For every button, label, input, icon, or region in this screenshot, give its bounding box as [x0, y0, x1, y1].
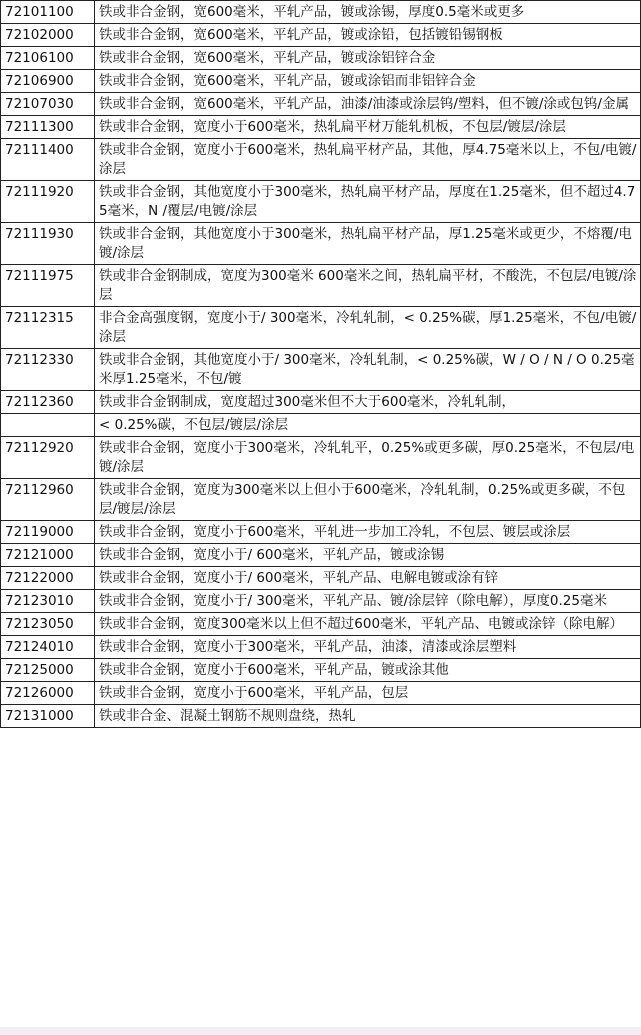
hs-code-cell: 72102000	[1, 24, 95, 47]
hs-code-cell: 72111300	[1, 116, 95, 139]
description-cell: 铁或非合金钢，宽度300毫米以上但不超过600毫米，平轧产品、电镀或涂锌（除电解）	[95, 613, 641, 636]
table-row	[1, 47, 641, 70]
hs-code-cell: 72106900	[1, 70, 95, 93]
table-row	[1, 391, 641, 414]
table-row	[1, 223, 641, 265]
description-cell: 铁或非合金钢，宽度小于300毫米，平轧产品，油漆，清漆或涂层塑料	[95, 636, 641, 659]
table-row	[1, 567, 641, 590]
description-cell: 铁或非合金钢，其他宽度小于300毫米，热轧扁平材产品，厚度在1.25毫米，但不超过4.75毫米，N /覆层/电镀/涂层	[95, 181, 641, 223]
description-cell: 铁或非合金钢制成，宽度超过300毫米但不大于600毫米，冷轧轧制，	[95, 391, 641, 414]
hs-code-cell: 72112920	[1, 437, 95, 479]
table-row	[1, 93, 641, 116]
description-cell: 铁或非合金钢，宽度小于600毫米，平轧产品，镀或涂其他	[95, 659, 641, 682]
description-cell: 铁或非合金钢，宽度小于600毫米，平轧进一步加工冷轧，不包层、镀层或涂层	[95, 521, 641, 544]
table-row	[1, 437, 641, 479]
description-cell: 铁或非合金钢制成，宽度为300毫米 600毫米之间，热轧扁平材，不酸洗，不包层/电镀/涂层	[95, 265, 641, 307]
table-row	[1, 139, 641, 181]
table-row	[1, 181, 641, 223]
table-body	[1, 1, 641, 728]
description-cell: 铁或非合金钢，宽600毫米，平轧产品，油漆/油漆或涂层钨/塑料，但不镀/涂或包钨/金属	[95, 93, 641, 116]
hs-code-cell: 72107030	[1, 93, 95, 116]
page-bottom-band	[0, 1027, 641, 1035]
hs-code-cell: 72122000	[1, 567, 95, 590]
hs-code-cell	[1, 414, 95, 437]
table-row	[1, 544, 641, 567]
table-row	[1, 659, 641, 682]
description-cell: 非合金高强度钢，宽度小于/ 300毫米，冷轧轧制，< 0.25%碳，厚1.25毫米，不包/电镀/涂层	[95, 307, 641, 349]
table-row	[1, 116, 641, 139]
hs-code-cell: 72111930	[1, 223, 95, 265]
hs-code-cell: 72123010	[1, 590, 95, 613]
description-cell: 铁或非合金钢，宽度小于600毫米，平轧产品，包层	[95, 682, 641, 705]
hs-code-cell: 72112330	[1, 349, 95, 391]
table-row	[1, 24, 641, 47]
table-row	[1, 70, 641, 93]
table-row	[1, 682, 641, 705]
description-cell: 铁或非合金钢，宽度小于600毫米，热轧扁平材万能轧机板，不包层/镀层/涂层	[95, 116, 641, 139]
hs-code-cell: 72124010	[1, 636, 95, 659]
description-cell: 铁或非合金钢，宽度为300毫米以上但小于600毫米，冷轧轧制，0.25%或更多碳，不包层/镀层/涂层	[95, 479, 641, 521]
hs-code-cell: 72111975	[1, 265, 95, 307]
description-cell: 铁或非合金钢，其他宽度小于/ 300毫米，冷轧轧制，< 0.25%碳，W / O / N / O 0.25毫米厚1.25毫米，不包/镀	[95, 349, 641, 391]
table-row	[1, 590, 641, 613]
table-row	[1, 636, 641, 659]
hs-code-cell: 72126000	[1, 682, 95, 705]
hs-code-cell: 72112360	[1, 391, 95, 414]
hs-code-cell: 72112315	[1, 307, 95, 349]
hs-code-cell: 72101100	[1, 1, 95, 24]
table-row	[1, 307, 641, 349]
table-row	[1, 349, 641, 391]
hs-code-cell: 72123050	[1, 613, 95, 636]
hs-code-cell: 72119000	[1, 521, 95, 544]
table-row	[1, 521, 641, 544]
description-cell: 铁或非合金钢，宽度小于/ 600毫米，平轧产品、电解电镀或涂有锌	[95, 567, 641, 590]
table-row	[1, 613, 641, 636]
description-cell: 铁或非合金钢，宽度小于/ 600毫米，平轧产品，镀或涂锡	[95, 544, 641, 567]
hs-code-cell: 72106100	[1, 47, 95, 70]
hs-code-cell: 72111920	[1, 181, 95, 223]
description-cell: 铁或非合金钢，宽600毫米，平轧产品，镀或涂铅，包括镀铅锡钢板	[95, 24, 641, 47]
description-cell: 铁或非合金钢，宽600毫米，平轧产品，镀或涂铝锌合金	[95, 47, 641, 70]
description-cell: 铁或非合金钢，宽600毫米，平轧产品，镀或涂铝而非铝锌合金	[95, 70, 641, 93]
description-cell: 铁或非合金、混凝土钢筋不规则盘绕，热轧	[95, 705, 641, 728]
hs-code-cell: 72111400	[1, 139, 95, 181]
hs-code-cell: 72131000	[1, 705, 95, 728]
table-row	[1, 705, 641, 728]
description-cell: 铁或非合金钢，宽度小于/ 300毫米，平轧产品、镀/涂层锌（除电解），厚度0.25毫米	[95, 590, 641, 613]
hs-code-cell: 72125000	[1, 659, 95, 682]
description-cell: 铁或非合金钢，其他宽度小于300毫米，热轧扁平材产品，厚1.25毫米或更少，不熔覆/电镀/涂层	[95, 223, 641, 265]
table-row	[1, 479, 641, 521]
description-cell: 铁或非合金钢，宽度小于600毫米，热轧扁平材产品，其他，厚4.75毫米以上，不包/电镀/涂层	[95, 139, 641, 181]
table-row	[1, 414, 641, 437]
hs-code-cell: 72121000	[1, 544, 95, 567]
hs-code-cell: 72112960	[1, 479, 95, 521]
description-cell: 铁或非合金钢，宽600毫米，平轧产品，镀或涂锡，厚度0.5毫米或更多	[95, 1, 641, 24]
description-cell: < 0.25%碳，不包层/镀层/涂层	[95, 414, 641, 437]
description-cell: 铁或非合金钢，宽度小于300毫米，冷轧轧平，0.25%或更多碳，厚0.25毫米，不包层/电镀/涂层	[95, 437, 641, 479]
table-row	[1, 265, 641, 307]
table-row	[1, 1, 641, 24]
